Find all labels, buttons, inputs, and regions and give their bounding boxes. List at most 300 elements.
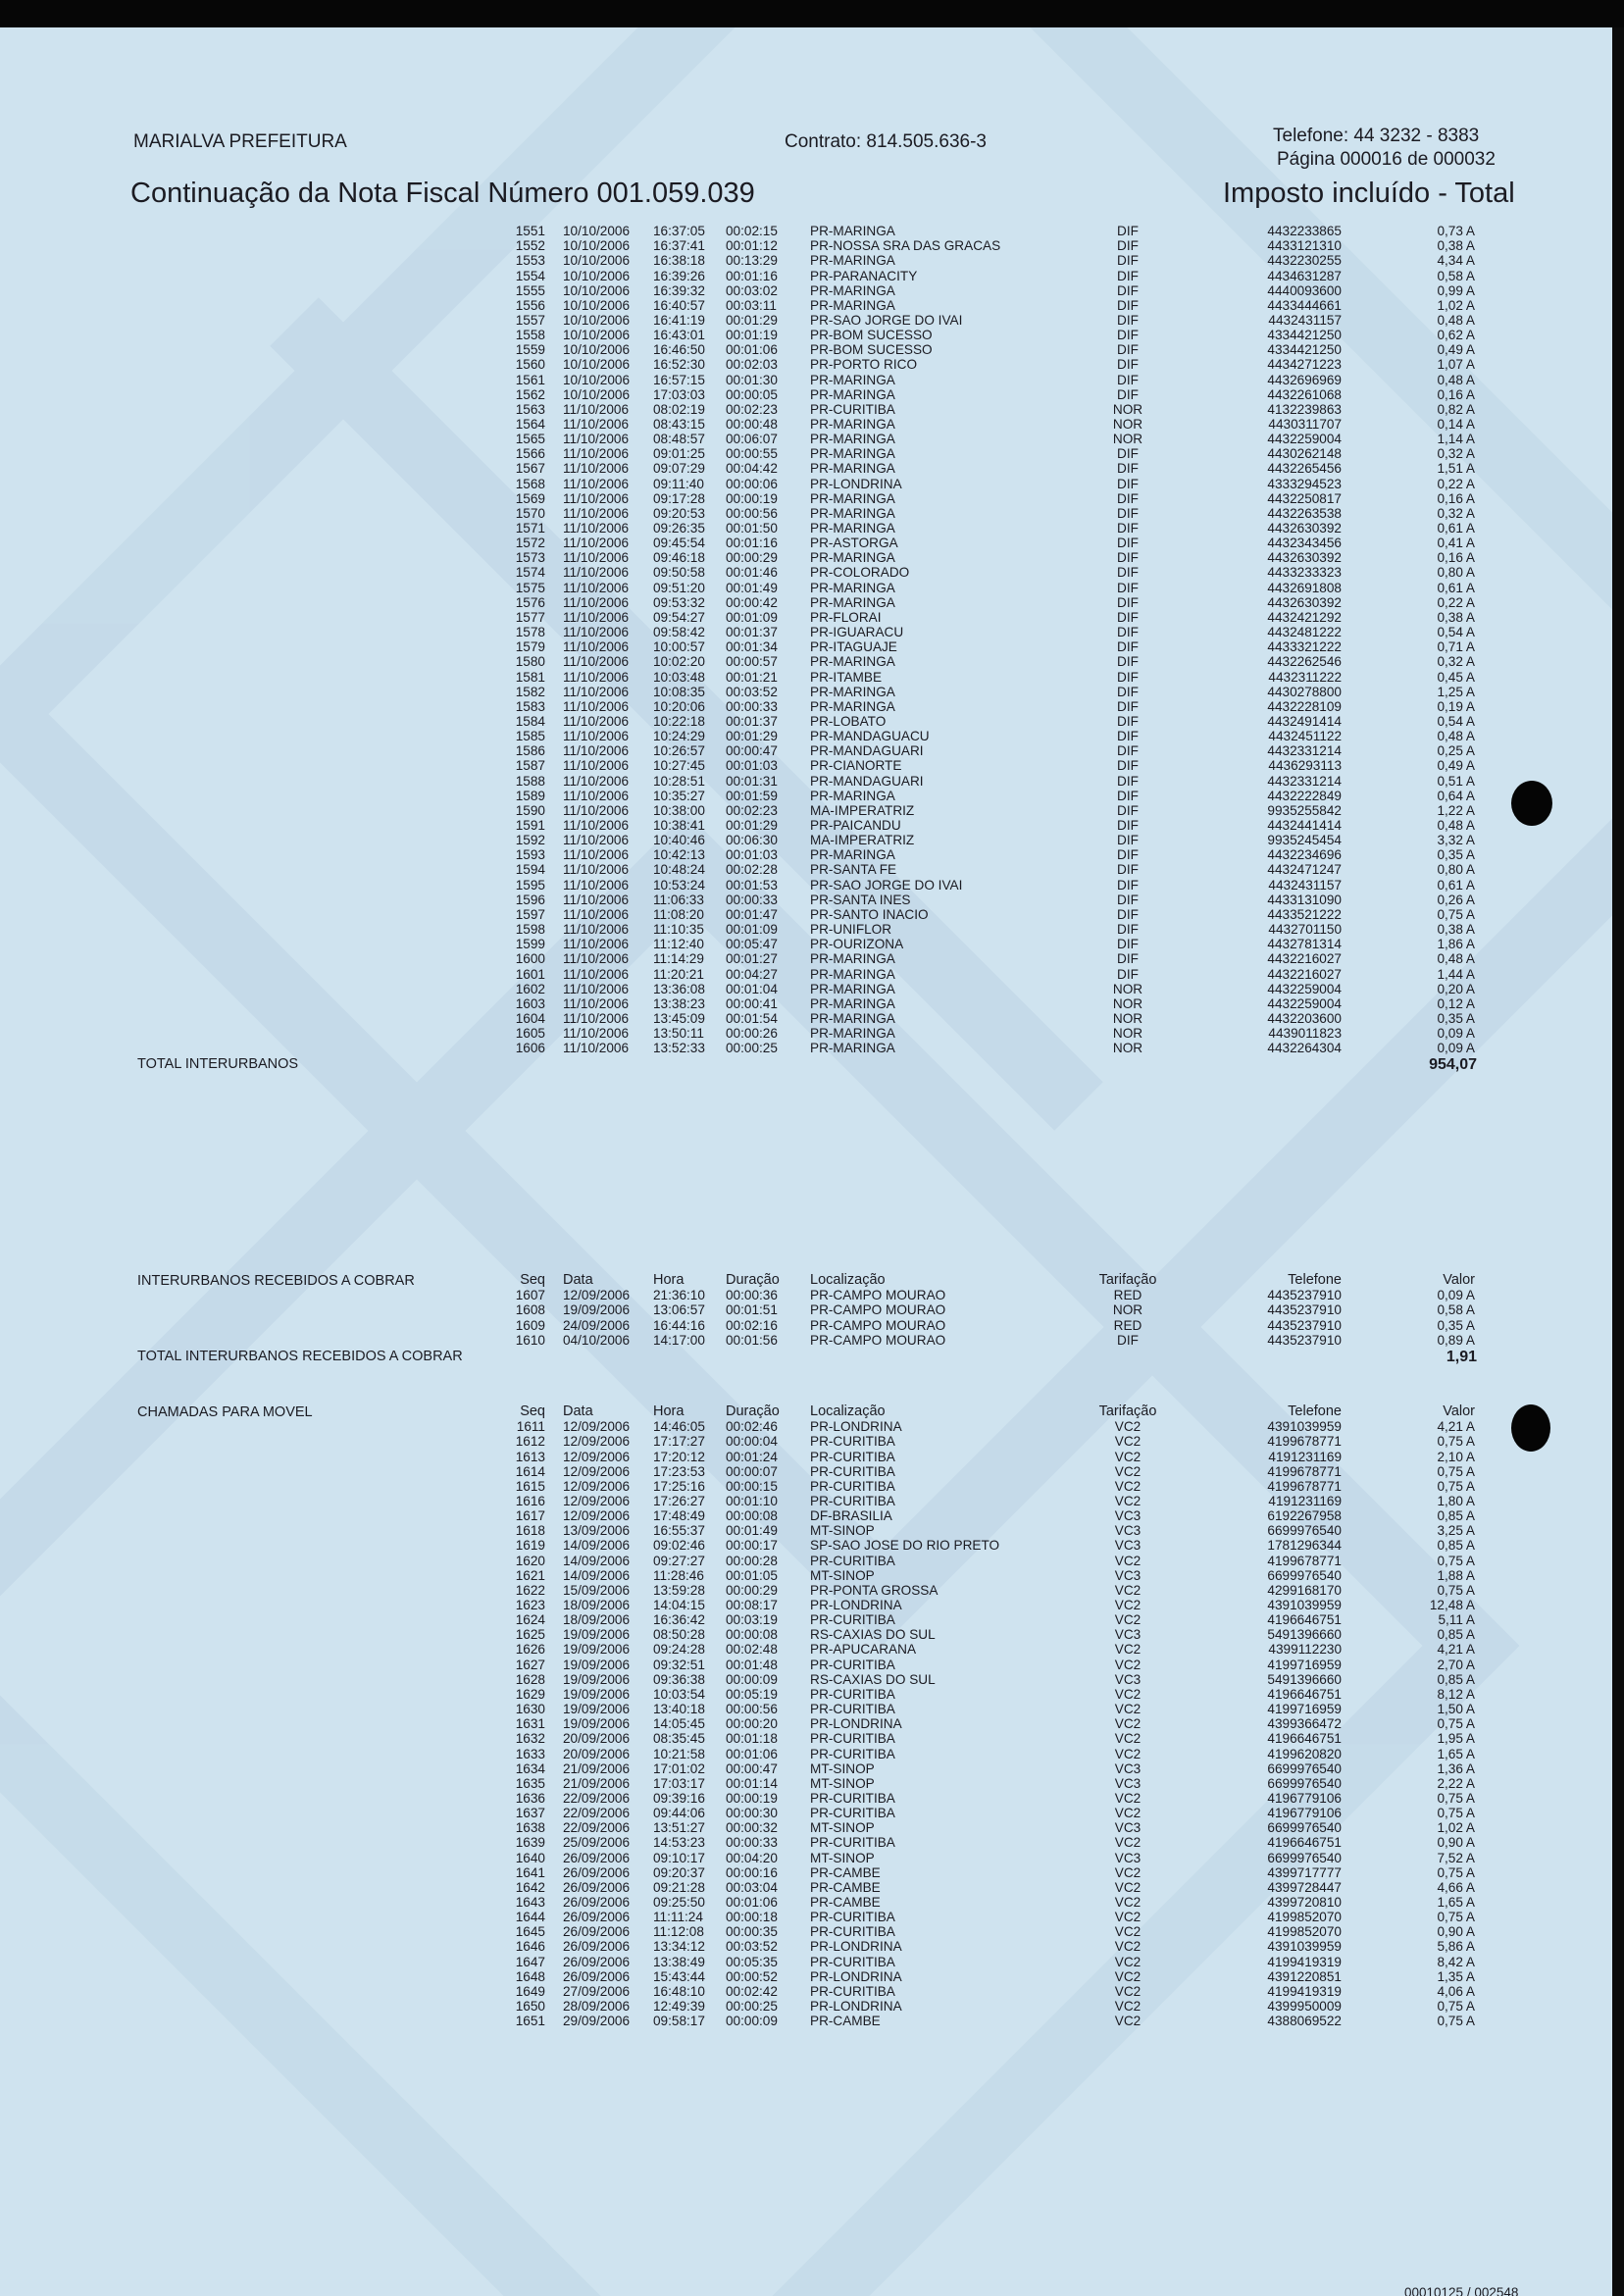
table-row — [0, 298, 1612, 313]
duration-cell: 00:01:49 — [726, 1523, 778, 1539]
date-cell: 11/10/2006 — [563, 476, 630, 491]
time-cell: 16:37:05 — [653, 224, 705, 238]
time-cell: 13:45:09 — [653, 1010, 705, 1026]
tariff-cell: NOR — [1112, 416, 1143, 432]
duration-cell: 00:00:26 — [726, 1026, 778, 1042]
date-cell: 26/09/2006 — [563, 1939, 631, 1955]
tariff-cell: VC2 — [1114, 1924, 1142, 1940]
location-cell: PR-MARINGA — [810, 550, 895, 566]
duration-cell: 00:00:56 — [726, 1702, 778, 1716]
value-cell: 0,90 A — [1437, 1835, 1475, 1851]
date-cell: 11/10/2006 — [563, 995, 630, 1011]
location-cell: PR-CURITIBA — [810, 1806, 895, 1821]
seq-cell: 1592 — [515, 833, 545, 848]
time-cell: 11:10:35 — [653, 922, 704, 937]
date-cell: 10/10/2006 — [563, 342, 631, 358]
table-row — [0, 1434, 1612, 1449]
time-cell: 11:20:21 — [653, 966, 704, 982]
duration-cell: 00:01:16 — [726, 268, 778, 283]
value-cell: 1,02 A — [1437, 1820, 1475, 1836]
date-cell: 26/09/2006 — [563, 1879, 631, 1895]
date-cell: 26/09/2006 — [563, 1924, 631, 1940]
value-cell: 0,85 A — [1437, 1627, 1475, 1643]
time-cell: 14:17:00 — [653, 1332, 705, 1348]
location-cell: PR-MARINGA — [810, 654, 895, 670]
tariff-cell: DIF — [1117, 342, 1139, 358]
tariff-cell: DIF — [1117, 1332, 1139, 1348]
seq-cell: 1566 — [515, 446, 545, 462]
duration-cell: 00:01:53 — [726, 877, 778, 893]
table-row — [0, 1464, 1612, 1479]
time-cell: 09:39:16 — [653, 1790, 705, 1806]
location-cell: PR-CURITIBA — [810, 1983, 895, 1999]
phone-cell: 4432696969 — [1267, 372, 1342, 387]
date-cell: 11/10/2006 — [563, 758, 630, 774]
seq-cell: 1639 — [515, 1835, 545, 1851]
table-row — [0, 402, 1612, 417]
duration-cell: 00:01:03 — [726, 847, 778, 863]
value-cell: 0,48 A — [1437, 818, 1475, 833]
tariff-cell: DIF — [1117, 282, 1139, 298]
table-row — [0, 1702, 1612, 1716]
value-cell: 0,75 A — [1437, 906, 1475, 922]
seq-cell: 1626 — [515, 1642, 545, 1658]
table-row — [0, 847, 1612, 862]
tariff-cell: NOR — [1112, 995, 1143, 1011]
seq-cell: 1604 — [515, 1010, 545, 1026]
duration-cell: 00:01:04 — [726, 981, 778, 996]
phone-cell: 4432343456 — [1267, 536, 1342, 551]
tariff-cell: DIF — [1117, 684, 1139, 699]
phone-cell: 4333294523 — [1267, 476, 1342, 491]
date-cell: 10/10/2006 — [563, 386, 631, 402]
seq-cell: 1636 — [515, 1790, 545, 1806]
date-cell: 19/09/2006 — [563, 1627, 631, 1643]
duration-cell: 00:02:46 — [726, 1419, 778, 1435]
seq-cell: 1575 — [515, 580, 545, 595]
total-heading: Imposto incluído - Total — [1223, 178, 1515, 209]
seq-cell: 1649 — [515, 1983, 545, 1999]
phone-cell: 4191231169 — [1268, 1449, 1342, 1464]
location-cell: PR-MARINGA — [810, 951, 895, 967]
tariff-cell: VC2 — [1114, 1968, 1142, 1984]
duration-cell: 00:05:35 — [726, 1954, 778, 1969]
seq-cell: 1620 — [515, 1553, 545, 1568]
value-cell: 2,70 A — [1437, 1657, 1475, 1672]
duration-cell: 00:00:25 — [726, 1041, 778, 1056]
tariff-cell: DIF — [1117, 743, 1139, 759]
seq-cell: 1644 — [515, 1910, 545, 1925]
table-row — [0, 269, 1612, 283]
value-cell: 0,26 A — [1437, 892, 1475, 907]
location-cell: PR-CURITIBA — [810, 1478, 895, 1494]
value-cell: 0,73 A — [1437, 224, 1475, 238]
value-cell: 0,48 A — [1437, 312, 1475, 328]
phone-cell: 4399720810 — [1267, 1895, 1342, 1910]
time-cell: 10:40:46 — [653, 833, 705, 848]
time-cell: 10:26:57 — [653, 743, 705, 759]
phone-cell: 4433521222 — [1267, 906, 1342, 922]
location-cell: PR-MANDAGUARI — [810, 773, 924, 789]
date-cell: 11/10/2006 — [563, 505, 630, 521]
time-cell: 11:12:08 — [653, 1924, 704, 1940]
table-row — [0, 1479, 1612, 1494]
time-cell: 10:38:41 — [653, 818, 705, 833]
value-cell: 0,54 A — [1437, 625, 1475, 639]
duration-cell: 00:01:56 — [726, 1332, 778, 1348]
table-row — [0, 1835, 1612, 1850]
duration-cell: 00:01:54 — [726, 1010, 778, 1026]
table-row — [0, 1419, 1612, 1434]
time-cell: 09:07:29 — [653, 461, 705, 477]
time-cell: 09:02:46 — [653, 1538, 705, 1554]
seq-cell: 1581 — [515, 669, 545, 685]
location-cell: PR-PONTA GROSSA — [810, 1582, 939, 1598]
duration-cell: 00:00:35 — [726, 1924, 778, 1940]
value-cell: 0,12 A — [1437, 995, 1475, 1011]
duration-cell: 00:01:50 — [726, 521, 778, 536]
duration-cell: 00:01:06 — [726, 1746, 778, 1761]
location-cell: PR-MANDAGUARI — [810, 743, 924, 759]
phone-cell: 4199716959 — [1267, 1702, 1342, 1716]
phone-cell: 4430278800 — [1267, 684, 1342, 699]
location-cell: RS-CAXIAS DO SUL — [810, 1627, 936, 1643]
duration-cell: 00:00:30 — [726, 1806, 778, 1821]
table-row — [0, 967, 1612, 982]
date-cell: 11/10/2006 — [563, 550, 630, 566]
tariff-cell: DIF — [1117, 357, 1139, 373]
tariff-cell: DIF — [1117, 297, 1139, 313]
table-row — [0, 699, 1612, 714]
seq-cell: 1617 — [515, 1508, 545, 1524]
table-row — [0, 714, 1612, 729]
tariff-cell: DIF — [1117, 788, 1139, 803]
seq-cell: 1612 — [515, 1434, 545, 1450]
table-row — [0, 937, 1612, 951]
location-cell: PR-CURITIBA — [810, 401, 895, 417]
tariff-cell: VC2 — [1114, 1939, 1142, 1955]
column-header-value: Valor — [1443, 1403, 1475, 1419]
phone-cell: 4433321222 — [1267, 639, 1342, 655]
section-label: CHAMADAS PARA MOVEL — [137, 1404, 313, 1420]
location-cell: PR-FLORAI — [810, 609, 882, 625]
location-cell: PR-IGUARACU — [810, 625, 904, 639]
date-cell: 12/09/2006 — [563, 1478, 631, 1494]
value-cell: 0,75 A — [1437, 1478, 1475, 1494]
tariff-cell: VC3 — [1114, 1760, 1142, 1776]
table-row — [0, 1583, 1612, 1598]
duration-cell: 00:03:52 — [726, 684, 778, 699]
phone-cell: 4435237910 — [1267, 1332, 1342, 1348]
time-cell: 17:26:27 — [653, 1493, 705, 1508]
date-cell: 11/10/2006 — [563, 521, 630, 536]
seq-cell: 1647 — [515, 1954, 545, 1969]
date-cell: 11/10/2006 — [563, 981, 630, 996]
table-row — [0, 1851, 1612, 1865]
date-cell: 12/09/2006 — [563, 1288, 631, 1303]
date-cell: 10/10/2006 — [563, 357, 631, 373]
date-cell: 27/09/2006 — [563, 1983, 631, 1999]
value-cell: 1,14 A — [1437, 432, 1475, 447]
phone-cell: 4432451122 — [1268, 729, 1342, 744]
tariff-cell: VC2 — [1114, 1686, 1142, 1702]
date-cell: 11/10/2006 — [563, 594, 630, 610]
date-cell: 11/10/2006 — [563, 833, 630, 848]
location-cell: PR-MARINGA — [810, 505, 895, 521]
seq-cell: 1601 — [515, 966, 545, 982]
phone-cell: 4199678771 — [1267, 1434, 1342, 1450]
location-cell: PR-CURITIBA — [810, 1553, 895, 1568]
date-cell: 10/10/2006 — [563, 253, 631, 269]
phone-cell: 4432691808 — [1267, 580, 1342, 595]
duration-cell: 00:04:42 — [726, 461, 778, 477]
duration-cell: 00:00:41 — [726, 995, 778, 1011]
value-cell: 0,51 A — [1437, 773, 1475, 789]
date-cell: 11/10/2006 — [563, 1010, 630, 1026]
phone-cell: 4432421292 — [1267, 609, 1342, 625]
seq-cell: 1589 — [515, 788, 545, 803]
seq-cell: 1555 — [515, 282, 545, 298]
phone-cell: 4432203600 — [1267, 1010, 1342, 1026]
date-cell: 11/10/2006 — [563, 416, 630, 432]
seq-cell: 1574 — [515, 565, 545, 581]
date-cell: 19/09/2006 — [563, 1716, 631, 1732]
location-cell: PR-PAICANDU — [810, 818, 901, 833]
tariff-cell: DIF — [1117, 654, 1139, 670]
phone-cell: 4432311222 — [1268, 669, 1342, 685]
time-cell: 09:11:40 — [653, 476, 704, 491]
seq-cell: 1578 — [515, 625, 545, 639]
duration-cell: 00:01:37 — [726, 625, 778, 639]
value-cell: 0,62 A — [1437, 328, 1475, 342]
value-cell: 0,38 A — [1437, 609, 1475, 625]
phone-cell: 4196779106 — [1267, 1790, 1342, 1806]
location-cell: PR-MARINGA — [810, 432, 895, 447]
duration-cell: 00:05:47 — [726, 937, 778, 952]
date-cell: 26/09/2006 — [563, 1968, 631, 1984]
table-row — [0, 1333, 1612, 1348]
date-cell: 14/09/2006 — [563, 1538, 631, 1554]
phone-cell: 4432264304 — [1267, 1041, 1342, 1056]
value-cell: 0,85 A — [1437, 1538, 1475, 1554]
duration-cell: 00:01:29 — [726, 729, 778, 744]
time-cell: 10:00:57 — [653, 639, 705, 655]
tariff-cell: VC2 — [1114, 1612, 1142, 1628]
table-row — [0, 610, 1612, 625]
time-cell: 13:50:11 — [653, 1026, 704, 1042]
location-cell: PR-LONDRINA — [810, 1716, 902, 1732]
duration-cell: 00:06:07 — [726, 432, 778, 447]
value-cell: 1,36 A — [1437, 1760, 1475, 1776]
seq-cell: 1623 — [515, 1598, 545, 1612]
time-cell: 16:39:32 — [653, 282, 705, 298]
time-cell: 09:20:37 — [653, 1864, 705, 1880]
seq-cell: 1587 — [515, 758, 545, 774]
duration-cell: 00:01:30 — [726, 372, 778, 387]
tariff-cell: VC2 — [1114, 1864, 1142, 1880]
seq-cell: 1560 — [515, 357, 545, 373]
seq-cell: 1557 — [515, 312, 545, 328]
tariff-cell: NOR — [1112, 1041, 1143, 1056]
phone-cell: 4434631287 — [1267, 268, 1342, 283]
seq-cell: 1593 — [515, 847, 545, 863]
value-cell: 0,49 A — [1437, 342, 1475, 358]
time-cell: 16:48:10 — [653, 1983, 705, 1999]
location-cell: PR-MARINGA — [810, 1010, 895, 1026]
table-row — [0, 1880, 1612, 1895]
seq-cell: 1634 — [515, 1760, 545, 1776]
value-cell: 4,66 A — [1437, 1879, 1475, 1895]
seq-cell: 1631 — [515, 1716, 545, 1732]
tariff-cell: VC2 — [1114, 1835, 1142, 1851]
phone-cell: 4432481222 — [1267, 625, 1342, 639]
phone-cell: 4432259004 — [1267, 981, 1342, 996]
seq-cell: 1596 — [515, 892, 545, 907]
seq-cell: 1595 — [515, 877, 545, 893]
seq-cell: 1569 — [515, 490, 545, 506]
tariff-cell: DIF — [1117, 966, 1139, 982]
duration-cell: 00:00:33 — [726, 1835, 778, 1851]
time-cell: 09:53:32 — [653, 594, 705, 610]
invoice-sheet — [0, 27, 1612, 2296]
location-cell: PR-CAMBE — [810, 1864, 881, 1880]
location-cell: PR-MARINGA — [810, 386, 895, 402]
tariff-cell: DIF — [1117, 639, 1139, 655]
value-cell: 0,75 A — [1437, 1553, 1475, 1568]
seq-cell: 1624 — [515, 1612, 545, 1628]
location-cell: PR-CAMBE — [810, 1879, 881, 1895]
location-cell: PR-ITAGUAJE — [810, 639, 897, 655]
location-cell: PR-CURITIBA — [810, 1449, 895, 1464]
duration-cell: 00:00:25 — [726, 1999, 778, 2014]
phone-cell: 4432265456 — [1267, 461, 1342, 477]
value-cell: 0,22 A — [1437, 594, 1475, 610]
phone-cell: 4199419319 — [1267, 1954, 1342, 1969]
seq-cell: 1627 — [515, 1657, 545, 1672]
table-row — [0, 1969, 1612, 1984]
location-cell: MA-IMPERATRIZ — [810, 833, 915, 848]
time-cell: 16:44:16 — [653, 1317, 705, 1333]
page-indicator: Página 000016 de 000032 — [1277, 149, 1496, 170]
phone-cell: 4433121310 — [1267, 238, 1342, 254]
time-cell: 14:04:15 — [653, 1598, 705, 1612]
duration-cell: 00:00:20 — [726, 1716, 778, 1732]
duration-cell: 00:00:48 — [726, 416, 778, 432]
location-cell: PR-COLORADO — [810, 565, 910, 581]
tariff-cell: VC2 — [1114, 1910, 1142, 1925]
phone-cell: 4432230255 — [1267, 253, 1342, 269]
phone-cell: 4432259004 — [1267, 995, 1342, 1011]
phone-cell: 4391039959 — [1267, 1598, 1342, 1612]
tariff-cell: DIF — [1117, 490, 1139, 506]
table-row — [0, 446, 1612, 461]
tariff-cell: DIF — [1117, 312, 1139, 328]
duration-cell: 00:00:29 — [726, 1582, 778, 1598]
table-row — [0, 893, 1612, 907]
duration-cell: 00:01:37 — [726, 713, 778, 729]
location-cell: PR-LONDRINA — [810, 1598, 902, 1612]
location-cell: PR-MARINGA — [810, 1026, 895, 1042]
time-cell: 09:01:25 — [653, 446, 705, 462]
time-cell: 17:25:16 — [653, 1478, 705, 1494]
time-cell: 09:46:18 — [653, 550, 705, 566]
location-cell: PR-CURITIBA — [810, 1657, 895, 1672]
seq-cell: 1642 — [515, 1879, 545, 1895]
date-cell: 11/10/2006 — [563, 669, 630, 685]
duration-cell: 00:00:56 — [726, 505, 778, 521]
table-row — [0, 625, 1612, 639]
table-row — [0, 283, 1612, 298]
value-cell: 0,75 A — [1437, 1716, 1475, 1732]
table-row — [0, 1011, 1612, 1026]
seq-cell: 1602 — [515, 981, 545, 996]
phone-cell: 4196646751 — [1267, 1835, 1342, 1851]
phone-cell: 1781296344 — [1267, 1538, 1342, 1554]
duration-cell: 00:01:48 — [726, 1657, 778, 1672]
phone-cell: 4434271223 — [1267, 357, 1342, 373]
table-row — [0, 685, 1612, 699]
tariff-cell: DIF — [1117, 446, 1139, 462]
time-cell: 08:35:45 — [653, 1731, 705, 1747]
date-cell: 18/09/2006 — [563, 1598, 631, 1612]
table-row — [0, 1523, 1612, 1538]
time-cell: 11:14:29 — [653, 951, 704, 967]
date-cell: 26/09/2006 — [563, 1895, 631, 1910]
date-cell: 22/09/2006 — [563, 1806, 631, 1821]
location-cell: PR-LONDRINA — [810, 1419, 902, 1435]
table-row — [0, 550, 1612, 565]
value-cell: 0,16 A — [1437, 490, 1475, 506]
phone-cell: 4399366472 — [1267, 1716, 1342, 1732]
table-row — [0, 1687, 1612, 1702]
tariff-cell: DIF — [1117, 951, 1139, 967]
table-row — [0, 1791, 1612, 1806]
tariff-cell: DIF — [1117, 698, 1139, 714]
table-row — [0, 387, 1612, 402]
time-cell: 08:50:28 — [653, 1627, 705, 1643]
section-total-value: 954,07 — [1429, 1056, 1477, 1074]
scan-top-border — [0, 0, 1624, 27]
tariff-cell: DIF — [1117, 758, 1139, 774]
tariff-cell: VC2 — [1114, 1954, 1142, 1969]
value-cell: 2,10 A — [1437, 1449, 1475, 1464]
date-cell: 12/09/2006 — [563, 1449, 631, 1464]
duration-cell: 00:01:14 — [726, 1775, 778, 1791]
duration-cell: 00:01:34 — [726, 639, 778, 655]
value-cell: 0,22 A — [1437, 476, 1475, 491]
time-cell: 08:02:19 — [653, 401, 705, 417]
duration-cell: 00:02:03 — [726, 357, 778, 373]
value-cell: 2,22 A — [1437, 1775, 1475, 1791]
location-cell: PR-CAMPO MOURAO — [810, 1332, 946, 1348]
column-header-seq: Seq — [520, 1403, 545, 1419]
duration-cell: 00:00:06 — [726, 476, 778, 491]
table-row — [0, 565, 1612, 580]
value-cell: 4,21 A — [1437, 1419, 1475, 1435]
tariff-cell: DIF — [1117, 386, 1139, 402]
date-cell: 19/09/2006 — [563, 1671, 631, 1687]
date-cell: 19/09/2006 — [563, 1302, 631, 1318]
location-cell: PR-NOSSA SRA DAS GRACAS — [810, 238, 1001, 254]
duration-cell: 00:02:15 — [726, 224, 778, 238]
tariff-cell: VC2 — [1114, 1419, 1142, 1435]
column-header-value: Valor — [1443, 1272, 1475, 1288]
duration-cell: 00:00:47 — [726, 1760, 778, 1776]
time-cell: 09:17:28 — [653, 490, 705, 506]
table-row — [0, 951, 1612, 966]
time-cell: 09:10:17 — [653, 1850, 705, 1865]
tariff-cell: DIF — [1117, 713, 1139, 729]
